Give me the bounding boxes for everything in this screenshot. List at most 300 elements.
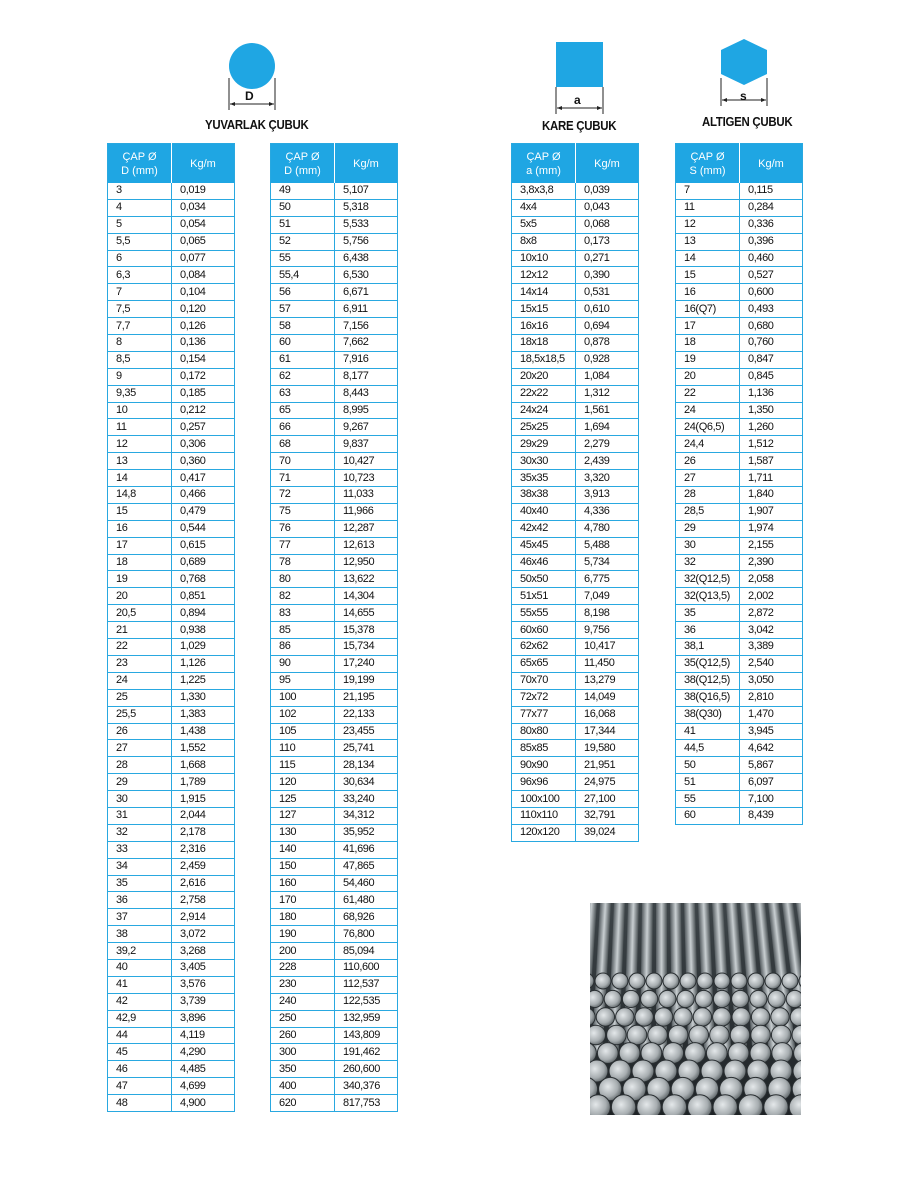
size-cell: 7 [676,183,740,199]
size-cell: 35(Q12,5) [676,655,740,672]
table-row [676,368,803,385]
weight-cell: 0,466 [172,487,235,504]
size-cell: 56 [271,284,335,301]
table-row [676,335,803,352]
size-cell: 10x10 [512,250,576,267]
weight-cell: 12,613 [335,537,398,554]
size-cell: 38(Q16,5) [676,689,740,706]
table-row [676,757,803,774]
table-row [271,1078,398,1095]
size-cell: 13 [676,233,740,250]
table-row [676,301,803,318]
table-row [271,470,398,487]
table-row [108,250,235,267]
weight-cell: 1,694 [576,419,639,436]
table-row [512,605,639,622]
weight-cell: 6,911 [335,301,398,318]
weight-cell: 10,417 [576,639,639,656]
weight-cell: 2,178 [172,824,235,841]
table-row [512,284,639,301]
size-cell: 35 [108,875,172,892]
table-row [512,267,639,284]
table-row [676,520,803,537]
size-cell: 12x12 [512,267,576,284]
size-cell: 190 [271,926,335,943]
weight-cell: 0,894 [172,605,235,622]
size-cell: 230 [271,976,335,993]
table-row [108,216,235,233]
size-cell: 22x22 [512,385,576,402]
size-cell: 19 [108,571,172,588]
weight-cell: 24,975 [576,774,639,791]
table-row [512,622,639,639]
size-cell: 18 [676,335,740,352]
weight-cell: 14,655 [335,605,398,622]
table-row [108,824,235,841]
weight-cell: 10,427 [335,453,398,470]
weight-cell: 5,318 [335,199,398,216]
size-cell: 110 [271,740,335,757]
weight-cell: 1,561 [576,402,639,419]
weight-cell: 19,580 [576,740,639,757]
weight-cell: 0,120 [172,301,235,318]
weight-cell: 11,450 [576,655,639,672]
table-row [271,1061,398,1078]
size-cell: 38 [108,926,172,943]
weight-cell: 0,039 [576,183,639,199]
size-cell: 65 [271,402,335,419]
weight-cell: 1,312 [576,385,639,402]
table-row [271,791,398,808]
table-row [512,774,639,791]
weight-cell: 22,133 [335,706,398,723]
weight-cell: 0,336 [740,216,803,233]
size-cell: 22 [108,639,172,656]
size-cell: 55 [271,250,335,267]
weight-cell: 6,097 [740,774,803,791]
table-row [676,706,803,723]
weight-cell: 0,600 [740,284,803,301]
table-row [512,199,639,216]
table-row [271,419,398,436]
size-cell: 60 [676,807,740,824]
weight-cell: 1,512 [740,436,803,453]
table-row [271,740,398,757]
size-cell: 11 [676,199,740,216]
table-row [108,959,235,976]
weight-cell: 3,389 [740,639,803,656]
square-bar-table [511,143,639,842]
size-cell: 20,5 [108,605,172,622]
table-row [108,335,235,352]
weight-cell: 0,845 [740,368,803,385]
weight-cell: 3,945 [740,723,803,740]
table-row [512,487,639,504]
weight-cell: 0,610 [576,301,639,318]
weight-cell: 4,336 [576,503,639,520]
table-row [512,588,639,605]
table-row [108,470,235,487]
table-row [512,571,639,588]
table-row [108,1061,235,1078]
weight-cell: 6,775 [576,571,639,588]
weight-cell: 17,344 [576,723,639,740]
table-row [108,520,235,537]
table-row [271,554,398,571]
weight-cell: 0,417 [172,470,235,487]
weight-cell: 110,600 [335,959,398,976]
weight-header: Kg/m [740,144,803,184]
table-row [676,233,803,250]
table-row [108,926,235,943]
table-row [108,655,235,672]
weight-cell: 0,054 [172,216,235,233]
weight-cell: 9,837 [335,436,398,453]
table-row [271,520,398,537]
table-row [108,233,235,250]
size-cell: 46 [108,1061,172,1078]
weight-cell: 21,951 [576,757,639,774]
size-cell: 78 [271,554,335,571]
weight-cell: 0,527 [740,267,803,284]
table-row [512,436,639,453]
size-cell: 16x16 [512,318,576,335]
table-row [108,318,235,335]
weight-cell: 5,488 [576,537,639,554]
weight-cell: 2,058 [740,571,803,588]
table-row [512,791,639,808]
table-row [676,571,803,588]
table-row [271,639,398,656]
size-cell: 38x38 [512,487,576,504]
table-row [108,909,235,926]
size-cell: 5x5 [512,216,576,233]
size-cell: 350 [271,1061,335,1078]
weight-cell: 0,768 [172,571,235,588]
weight-cell: 68,926 [335,909,398,926]
weight-cell: 8,995 [335,402,398,419]
size-cell: 9,35 [108,385,172,402]
weight-cell: 1,225 [172,672,235,689]
size-cell: 25 [108,689,172,706]
weight-cell: 1,840 [740,487,803,504]
table-row [512,318,639,335]
table-row [271,1027,398,1044]
table-row [676,537,803,554]
size-cell: 63 [271,385,335,402]
size-cell: 72x72 [512,689,576,706]
weight-cell: 5,107 [335,183,398,199]
table-row [271,267,398,284]
table-row [676,419,803,436]
size-cell: 102 [271,706,335,723]
size-cell: 100 [271,689,335,706]
table-row [512,723,639,740]
table-row [512,233,639,250]
size-cell: 80 [271,571,335,588]
table-row [271,402,398,419]
table-row [676,672,803,689]
table-row [676,284,803,301]
table-row [271,351,398,368]
weight-cell: 2,316 [172,841,235,858]
weight-cell: 13,279 [576,672,639,689]
size-cell: 20 [676,368,740,385]
size-cell: 58 [271,318,335,335]
size-cell: 14x14 [512,284,576,301]
size-cell: 24 [676,402,740,419]
size-cell: 27 [676,470,740,487]
size-cell: 16 [108,520,172,537]
weight-cell: 3,050 [740,672,803,689]
size-cell: 44 [108,1027,172,1044]
size-cell: 4 [108,199,172,216]
weight-cell: 2,616 [172,875,235,892]
size-cell: 620 [271,1095,335,1112]
size-cell: 240 [271,993,335,1010]
weight-cell: 13,622 [335,571,398,588]
diameter-header: ÇAP Ø D (mm) [108,144,172,184]
weight-cell: 2,155 [740,537,803,554]
table-row [108,672,235,689]
size-cell: 85x85 [512,740,576,757]
table-row [271,1095,398,1112]
size-cell: 86 [271,639,335,656]
size-cell: 35x35 [512,470,576,487]
size-cell: 55x55 [512,605,576,622]
weight-cell: 15,378 [335,622,398,639]
table-row [271,487,398,504]
weight-cell: 10,723 [335,470,398,487]
size-cell: 35 [676,605,740,622]
weight-cell: 0,544 [172,520,235,537]
size-cell: 32(Q13,5) [676,588,740,605]
weight-cell: 4,900 [172,1095,235,1112]
table-row [676,402,803,419]
table-row [676,588,803,605]
table-row [271,436,398,453]
table-row [271,503,398,520]
size-cell: 33 [108,841,172,858]
table-row [108,1027,235,1044]
size-cell: 130 [271,824,335,841]
size-cell: 28,5 [676,503,740,520]
weight-cell: 0,271 [576,250,639,267]
size-cell: 3,8x3,8 [512,183,576,199]
table-row [108,301,235,318]
weight-header: Kg/m [335,144,398,184]
table-row [512,639,639,656]
weight-cell: 0,172 [172,368,235,385]
table-row [676,267,803,284]
table-row [512,351,639,368]
table-row [512,740,639,757]
table-row [676,807,803,824]
size-cell: 250 [271,1010,335,1027]
weight-cell: 112,537 [335,976,398,993]
weight-cell: 0,390 [576,267,639,284]
weight-cell: 1,668 [172,757,235,774]
table-row [271,1044,398,1061]
size-cell: 12 [676,216,740,233]
size-cell: 14,8 [108,487,172,504]
weight-cell: 47,865 [335,858,398,875]
table-row [512,807,639,824]
table-row [108,723,235,740]
size-cell: 19 [676,351,740,368]
table-row [108,791,235,808]
weight-cell: 0,493 [740,301,803,318]
weight-cell: 3,268 [172,943,235,960]
weight-cell: 0,689 [172,554,235,571]
table-row [676,183,803,199]
weight-cell: 0,306 [172,436,235,453]
table-row [108,622,235,639]
size-cell: 68 [271,436,335,453]
size-cell: 21 [108,622,172,639]
table-row [676,503,803,520]
weight-cell: 0,104 [172,284,235,301]
table-row [271,1010,398,1027]
size-cell: 72 [271,487,335,504]
size-cell: 7,7 [108,318,172,335]
table-row [271,909,398,926]
weight-cell: 0,847 [740,351,803,368]
weight-cell: 4,780 [576,520,639,537]
weight-cell: 0,615 [172,537,235,554]
weight-cell: 0,126 [172,318,235,335]
table-row [512,689,639,706]
size-cell: 17 [108,537,172,554]
size-cell: 3 [108,183,172,199]
weight-cell: 1,260 [740,419,803,436]
size-cell: 65x65 [512,655,576,672]
table-row [271,588,398,605]
table-row [271,824,398,841]
weight-cell: 12,950 [335,554,398,571]
weight-cell: 1,711 [740,470,803,487]
table-row [271,250,398,267]
weight-cell: 2,914 [172,909,235,926]
weight-cell: 7,100 [740,791,803,808]
size-cell: 8x8 [512,233,576,250]
size-cell: 8 [108,335,172,352]
weight-cell: 7,916 [335,351,398,368]
weight-cell: 2,279 [576,436,639,453]
table-row [271,605,398,622]
weight-cell: 61,480 [335,892,398,909]
weight-cell: 0,173 [576,233,639,250]
size-cell: 30 [108,791,172,808]
size-cell: 32(Q12,5) [676,571,740,588]
size-cell: 77 [271,537,335,554]
size-cell: 150 [271,858,335,875]
table-row [271,233,398,250]
table-row [271,199,398,216]
round-bar-table-2 [270,143,398,1112]
weight-cell: 0,136 [172,335,235,352]
table-row [676,453,803,470]
table-row [271,926,398,943]
table-row [271,959,398,976]
weight-cell: 0,077 [172,250,235,267]
table-row [512,824,639,841]
size-cell: 127 [271,807,335,824]
weight-cell: 260,600 [335,1061,398,1078]
table-row [108,503,235,520]
size-cell: 300 [271,1044,335,1061]
size-cell: 260 [271,1027,335,1044]
size-cell: 41 [108,976,172,993]
table-row [271,622,398,639]
size-cell: 39,2 [108,943,172,960]
size-header: ÇAP Ø S (mm) [676,144,740,184]
weight-cell: 12,287 [335,520,398,537]
table-row [108,993,235,1010]
size-cell: 76 [271,520,335,537]
table-row [108,740,235,757]
weight-cell: 1,136 [740,385,803,402]
weight-cell: 14,049 [576,689,639,706]
size-cell: 75 [271,503,335,520]
table-row [676,351,803,368]
table-row [271,689,398,706]
weight-cell: 0,043 [576,199,639,216]
size-cell: 29x29 [512,436,576,453]
table-row [108,453,235,470]
table-row [512,520,639,537]
weight-cell: 1,587 [740,453,803,470]
table-row [271,723,398,740]
table-row [108,368,235,385]
square-bar-title: KARE ÇUBUK [542,118,617,133]
weight-cell: 6,438 [335,250,398,267]
size-cell: 48 [108,1095,172,1112]
size-cell: 24(Q6,5) [676,419,740,436]
size-cell: 38(Q30) [676,706,740,723]
table-row [108,588,235,605]
size-cell: 10 [108,402,172,419]
size-cell: 15x15 [512,301,576,318]
weight-cell: 4,699 [172,1078,235,1095]
size-cell: 17 [676,318,740,335]
table-row [676,689,803,706]
weight-cell: 39,024 [576,824,639,841]
table-row [108,419,235,436]
weight-cell: 0,396 [740,233,803,250]
weight-cell: 2,758 [172,892,235,909]
size-cell: 41 [676,723,740,740]
size-cell: 18x18 [512,335,576,352]
table-row [108,436,235,453]
size-cell: 15 [676,267,740,284]
table-row [108,284,235,301]
weight-cell: 3,320 [576,470,639,487]
size-cell: 180 [271,909,335,926]
table-row [676,216,803,233]
size-cell: 66 [271,419,335,436]
size-cell: 16 [676,284,740,301]
size-cell: 30 [676,537,740,554]
size-cell: 120x120 [512,824,576,841]
table-row [512,757,639,774]
size-cell: 29 [676,520,740,537]
table-row [108,757,235,774]
weight-cell: 1,907 [740,503,803,520]
size-cell: 100x100 [512,791,576,808]
table-row [108,385,235,402]
size-cell: 96x96 [512,774,576,791]
